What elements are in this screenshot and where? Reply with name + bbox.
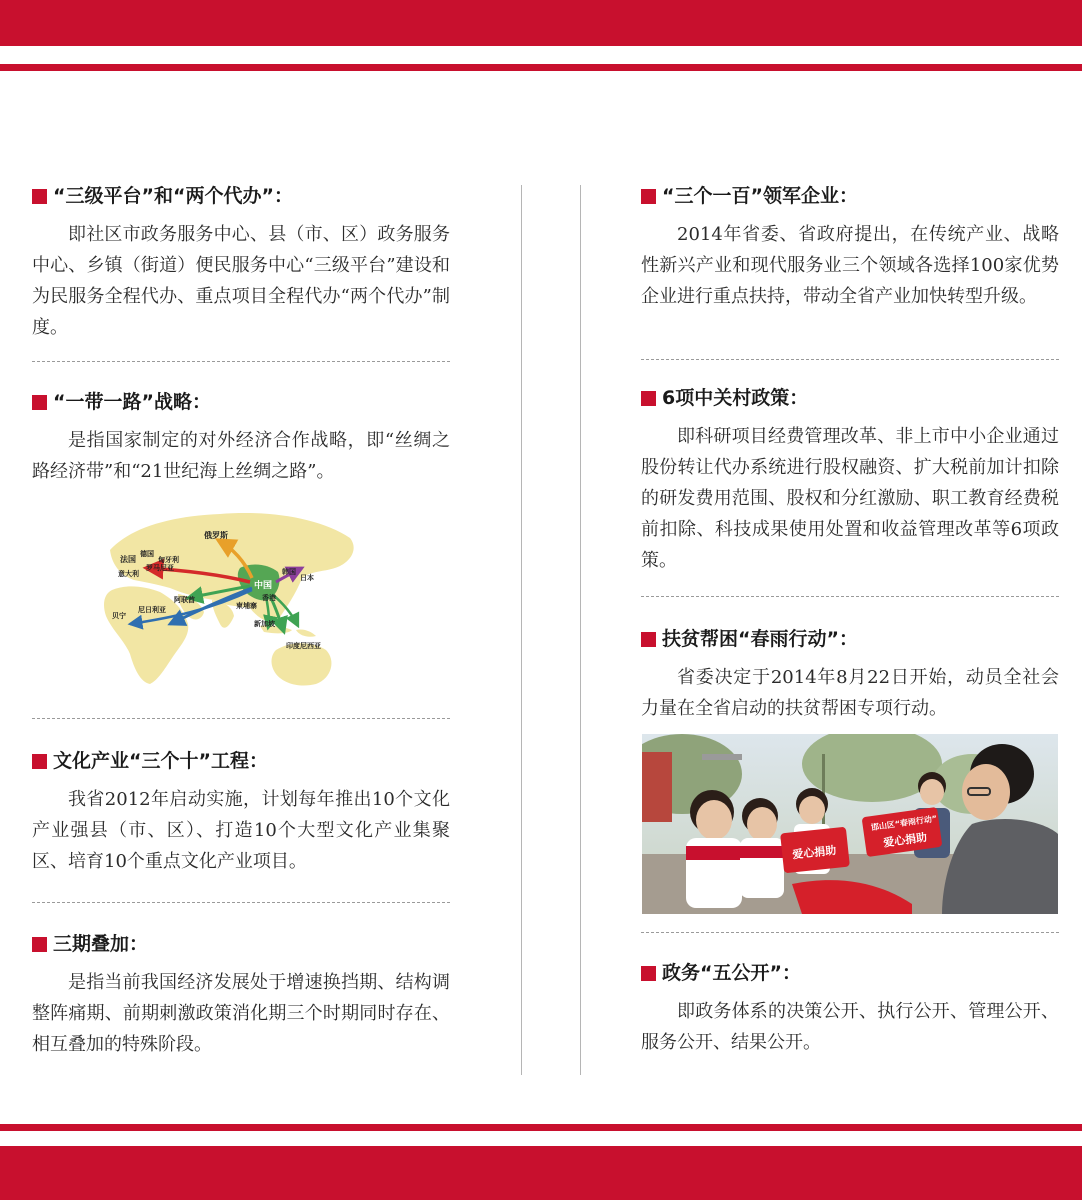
section-belt-and-road — [32, 390, 450, 487]
section-body: 2014年省委、省政府提出，在传统产业、战略性新兴产业和现代服务业三个领域各选择100家优势企业进行重点扶持，带动全省产业加快转型升级。 — [641, 224, 1059, 307]
map-label: 法国 — [120, 555, 136, 564]
map-label: 尼日利亚 — [138, 606, 166, 614]
section-body: 省委决定于2014年8月22日开始，动员全社会力量在全省启动的扶贫帮困专项行动。 — [641, 667, 1059, 719]
banner-text: 爱心捐助 — [791, 843, 837, 862]
square-bullet-icon — [32, 189, 47, 204]
square-bullet-icon — [32, 754, 47, 769]
section-title: “三个一百”领军企业： — [641, 184, 1059, 208]
section-three-hundred-enterprises — [641, 184, 1059, 312]
map-label: 新加坡 — [254, 620, 275, 628]
section-zhongguancun-policies — [641, 386, 1059, 576]
section-title: 6项中关村政策： — [641, 386, 1059, 410]
section-three-periods — [32, 932, 450, 1060]
dashed-separator — [32, 902, 450, 903]
map-label: 德国 — [140, 550, 154, 558]
dashed-separator — [32, 361, 450, 362]
top-red-line — [0, 64, 1082, 71]
square-bullet-icon — [641, 189, 656, 204]
dashed-separator — [641, 932, 1059, 933]
section-spring-rain-action — [641, 627, 1059, 724]
square-bullet-icon — [32, 395, 47, 410]
section-culture-three-tens — [32, 749, 450, 877]
section-title: 政务“五公开”： — [641, 961, 1059, 985]
section-title: “三级平台”和“两个代办”： — [32, 184, 450, 208]
map-label: 俄罗斯 — [204, 531, 228, 540]
map-label: 中国 — [254, 581, 273, 591]
map-label: 贝宁 — [112, 612, 126, 620]
bottom-red-band — [0, 1146, 1082, 1200]
square-bullet-icon — [641, 632, 656, 647]
square-bullet-icon — [32, 937, 47, 952]
dashed-separator — [32, 718, 450, 719]
dashed-separator — [641, 596, 1059, 597]
section-body: 即社区市政务服务中心、县（市、区）政务服务中心、乡镇（街道）便民服务中心“三级平台”建设和为民服务全程代办、重点项目全程代办“两个代办”制度。 — [32, 224, 450, 338]
map-label: 韩国 — [282, 568, 296, 576]
dashed-separator — [641, 359, 1059, 360]
map-label: 匈牙利 — [158, 556, 179, 564]
banner-text: 爱心捐助 — [882, 830, 928, 850]
section-title: 三期叠加： — [32, 932, 450, 956]
section-body: 是指国家制定的对外经济合作战略，即“丝绸之路经济带”和“21世纪海上丝绸之路”。 — [32, 430, 450, 482]
banner-text: 邯山区“春雨行动” — [870, 814, 938, 833]
left-divider — [521, 185, 522, 1075]
charity-donation-photo — [642, 734, 1058, 914]
section-body: 即政务体系的决策公开、执行公开、管理公开、服务公开、结果公开。 — [641, 1001, 1059, 1053]
bottom-red-line — [0, 1124, 1082, 1131]
square-bullet-icon — [641, 966, 656, 981]
map-label: 香港 — [262, 594, 276, 602]
section-body: 即科研项目经费管理改革、非上市中小企业通过股份转让代办系统进行股权融资、扩大税前加计扣除的研发费用范围、股权和分红激励、职工教育经费税前扣除、科技成果使用处置和收益管理改革等6项政策。 — [641, 426, 1059, 571]
section-title: 扶贫帮困“春雨行动”： — [641, 627, 1059, 651]
square-bullet-icon — [641, 391, 656, 406]
map-label: 罗马尼亚 — [146, 564, 174, 572]
section-body: 我省2012年启动实施，计划每年推出10个文化产业强县（市、区）、打造10个大型文化产业集聚区、培育10个重点文化产业项目。 — [32, 789, 450, 872]
map-label: 印度尼西亚 — [286, 642, 321, 650]
section-title: 文化产业“三个十”工程： — [32, 749, 450, 773]
belt-and-road-map — [100, 508, 362, 695]
section-five-publicities — [641, 961, 1059, 1058]
right-divider — [580, 185, 581, 1075]
section-body: 是指当前我国经济发展处于增速换挡期、结构调整阵痛期、前期刺激政策消化期三个时期同时存在、相互叠加的特殊阶段。 — [32, 972, 450, 1055]
map-label: 意大利 — [118, 570, 139, 578]
section-title: “一带一路”战略： — [32, 390, 450, 414]
top-red-band — [0, 0, 1082, 46]
map-label: 阿联酋 — [174, 596, 195, 604]
section-three-level-platform — [32, 184, 450, 343]
map-label: 日本 — [300, 574, 314, 582]
map-label: 柬埔寨 — [236, 602, 257, 610]
